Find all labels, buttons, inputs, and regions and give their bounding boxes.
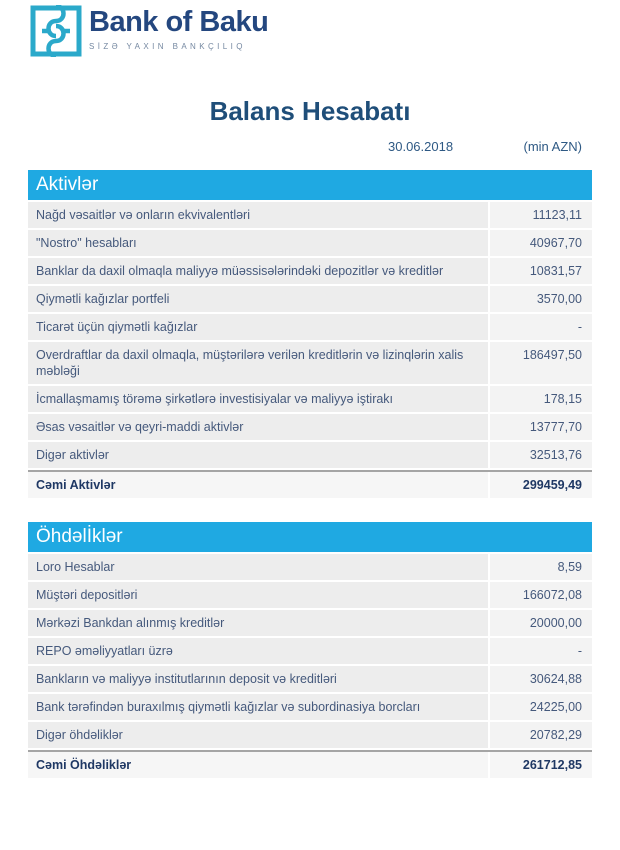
total-value: 261712,85 <box>488 752 592 778</box>
table-row <box>28 666 592 692</box>
row-value: - <box>488 638 592 664</box>
row-label: Digər aktivlər <box>28 442 488 468</box>
section-rows <box>28 202 592 468</box>
assets-section <box>28 170 592 498</box>
row-value: 178,15 <box>488 386 592 412</box>
row-value: 166072,08 <box>488 582 592 608</box>
row-value: 40967,70 <box>488 230 592 256</box>
row-value: 32513,76 <box>488 442 592 468</box>
row-label: Ticarət üçün qiymətli kağızlar <box>28 314 488 340</box>
section-rows <box>28 554 592 748</box>
section-header-liabilities: Öhdəlİklər <box>28 522 592 552</box>
row-value: 10831,57 <box>488 258 592 284</box>
table-row <box>28 610 592 636</box>
row-label: Mərkəzi Bankdan alınmış kreditlər <box>28 610 488 636</box>
page-title: Balans Hesabatı <box>209 96 411 126</box>
table-row <box>28 694 592 720</box>
liabilities-section <box>28 522 592 778</box>
report-date: 30.06.2018 <box>388 139 454 154</box>
row-value: 8,59 <box>488 554 592 580</box>
row-label: REPO əməliyyatları üzrə <box>28 638 488 664</box>
row-value: 3570,00 <box>488 286 592 312</box>
total-row-assets <box>28 470 592 498</box>
table-row <box>28 258 592 284</box>
row-label: Overdraftlar da daxil olmaqla, müştərilərə verilən kreditlərin və lizinqlərin xalis məbləği <box>28 342 488 384</box>
row-label: Müştəri depositləri <box>28 582 488 608</box>
row-value: 20000,00 <box>488 610 592 636</box>
row-label: Bank tərəfindən buraxılmış qiymətli kağızlar və subordinasiya borcları <box>28 694 488 720</box>
total-label: Cəmi Öhdəliklər <box>28 752 488 778</box>
table-row <box>28 722 592 748</box>
brand-name: Bank of Baku <box>89 6 269 38</box>
bank-logo <box>30 5 268 57</box>
row-label: "Nostro" hesabları <box>28 230 488 256</box>
row-value: 186497,50 <box>488 342 592 384</box>
table-row <box>28 202 592 228</box>
table-row <box>28 554 592 580</box>
section-header-assets: Aktivlər <box>28 170 592 200</box>
row-label: Nağd vəsaitlər və onların ekvivalentləri <box>28 202 488 228</box>
currency-unit: (min AZN) <box>523 139 582 154</box>
table-row <box>28 230 592 256</box>
row-value: 20782,29 <box>488 722 592 748</box>
table-row <box>28 286 592 312</box>
row-label: Digər öhdəliklər <box>28 722 488 748</box>
table-row <box>28 638 592 664</box>
total-label: Cəmi Aktivlər <box>28 472 488 498</box>
report-body <box>28 170 592 778</box>
table-row <box>28 582 592 608</box>
row-label: Banklar da daxil olmaqla maliyyə müəssisələrindəki depozitlər və kreditlər <box>28 258 488 284</box>
row-value: 30624,88 <box>488 666 592 692</box>
row-value: 13777,70 <box>488 414 592 440</box>
total-row-liabilities <box>28 750 592 778</box>
row-value: - <box>488 314 592 340</box>
row-label: Qiymətli kağızlar portfeli <box>28 286 488 312</box>
table-row <box>28 414 592 440</box>
row-label: Loro Hesablar <box>28 554 488 580</box>
table-row <box>28 314 592 340</box>
table-row <box>28 342 592 384</box>
row-label: İcmallaşmamış törəmə şirkətlərə investisiyalar və maliyyə iştirakı <box>28 386 488 412</box>
bank-of-baku-chain-icon <box>30 5 82 57</box>
row-value: 24225,00 <box>488 694 592 720</box>
table-row <box>28 386 592 412</box>
logo-texts <box>89 5 268 51</box>
row-label: Bankların və maliyyə institutlarının deposit və kreditləri <box>28 666 488 692</box>
table-row <box>28 442 592 468</box>
brand-tagline: SİZƏ YAXIN BANKÇILIQ <box>89 41 246 51</box>
row-label: Əsas vəsaitlər və qeyri-maddi aktivlər <box>28 414 488 440</box>
row-value: 11123,11 <box>488 202 592 228</box>
total-value: 299459,49 <box>488 472 592 498</box>
